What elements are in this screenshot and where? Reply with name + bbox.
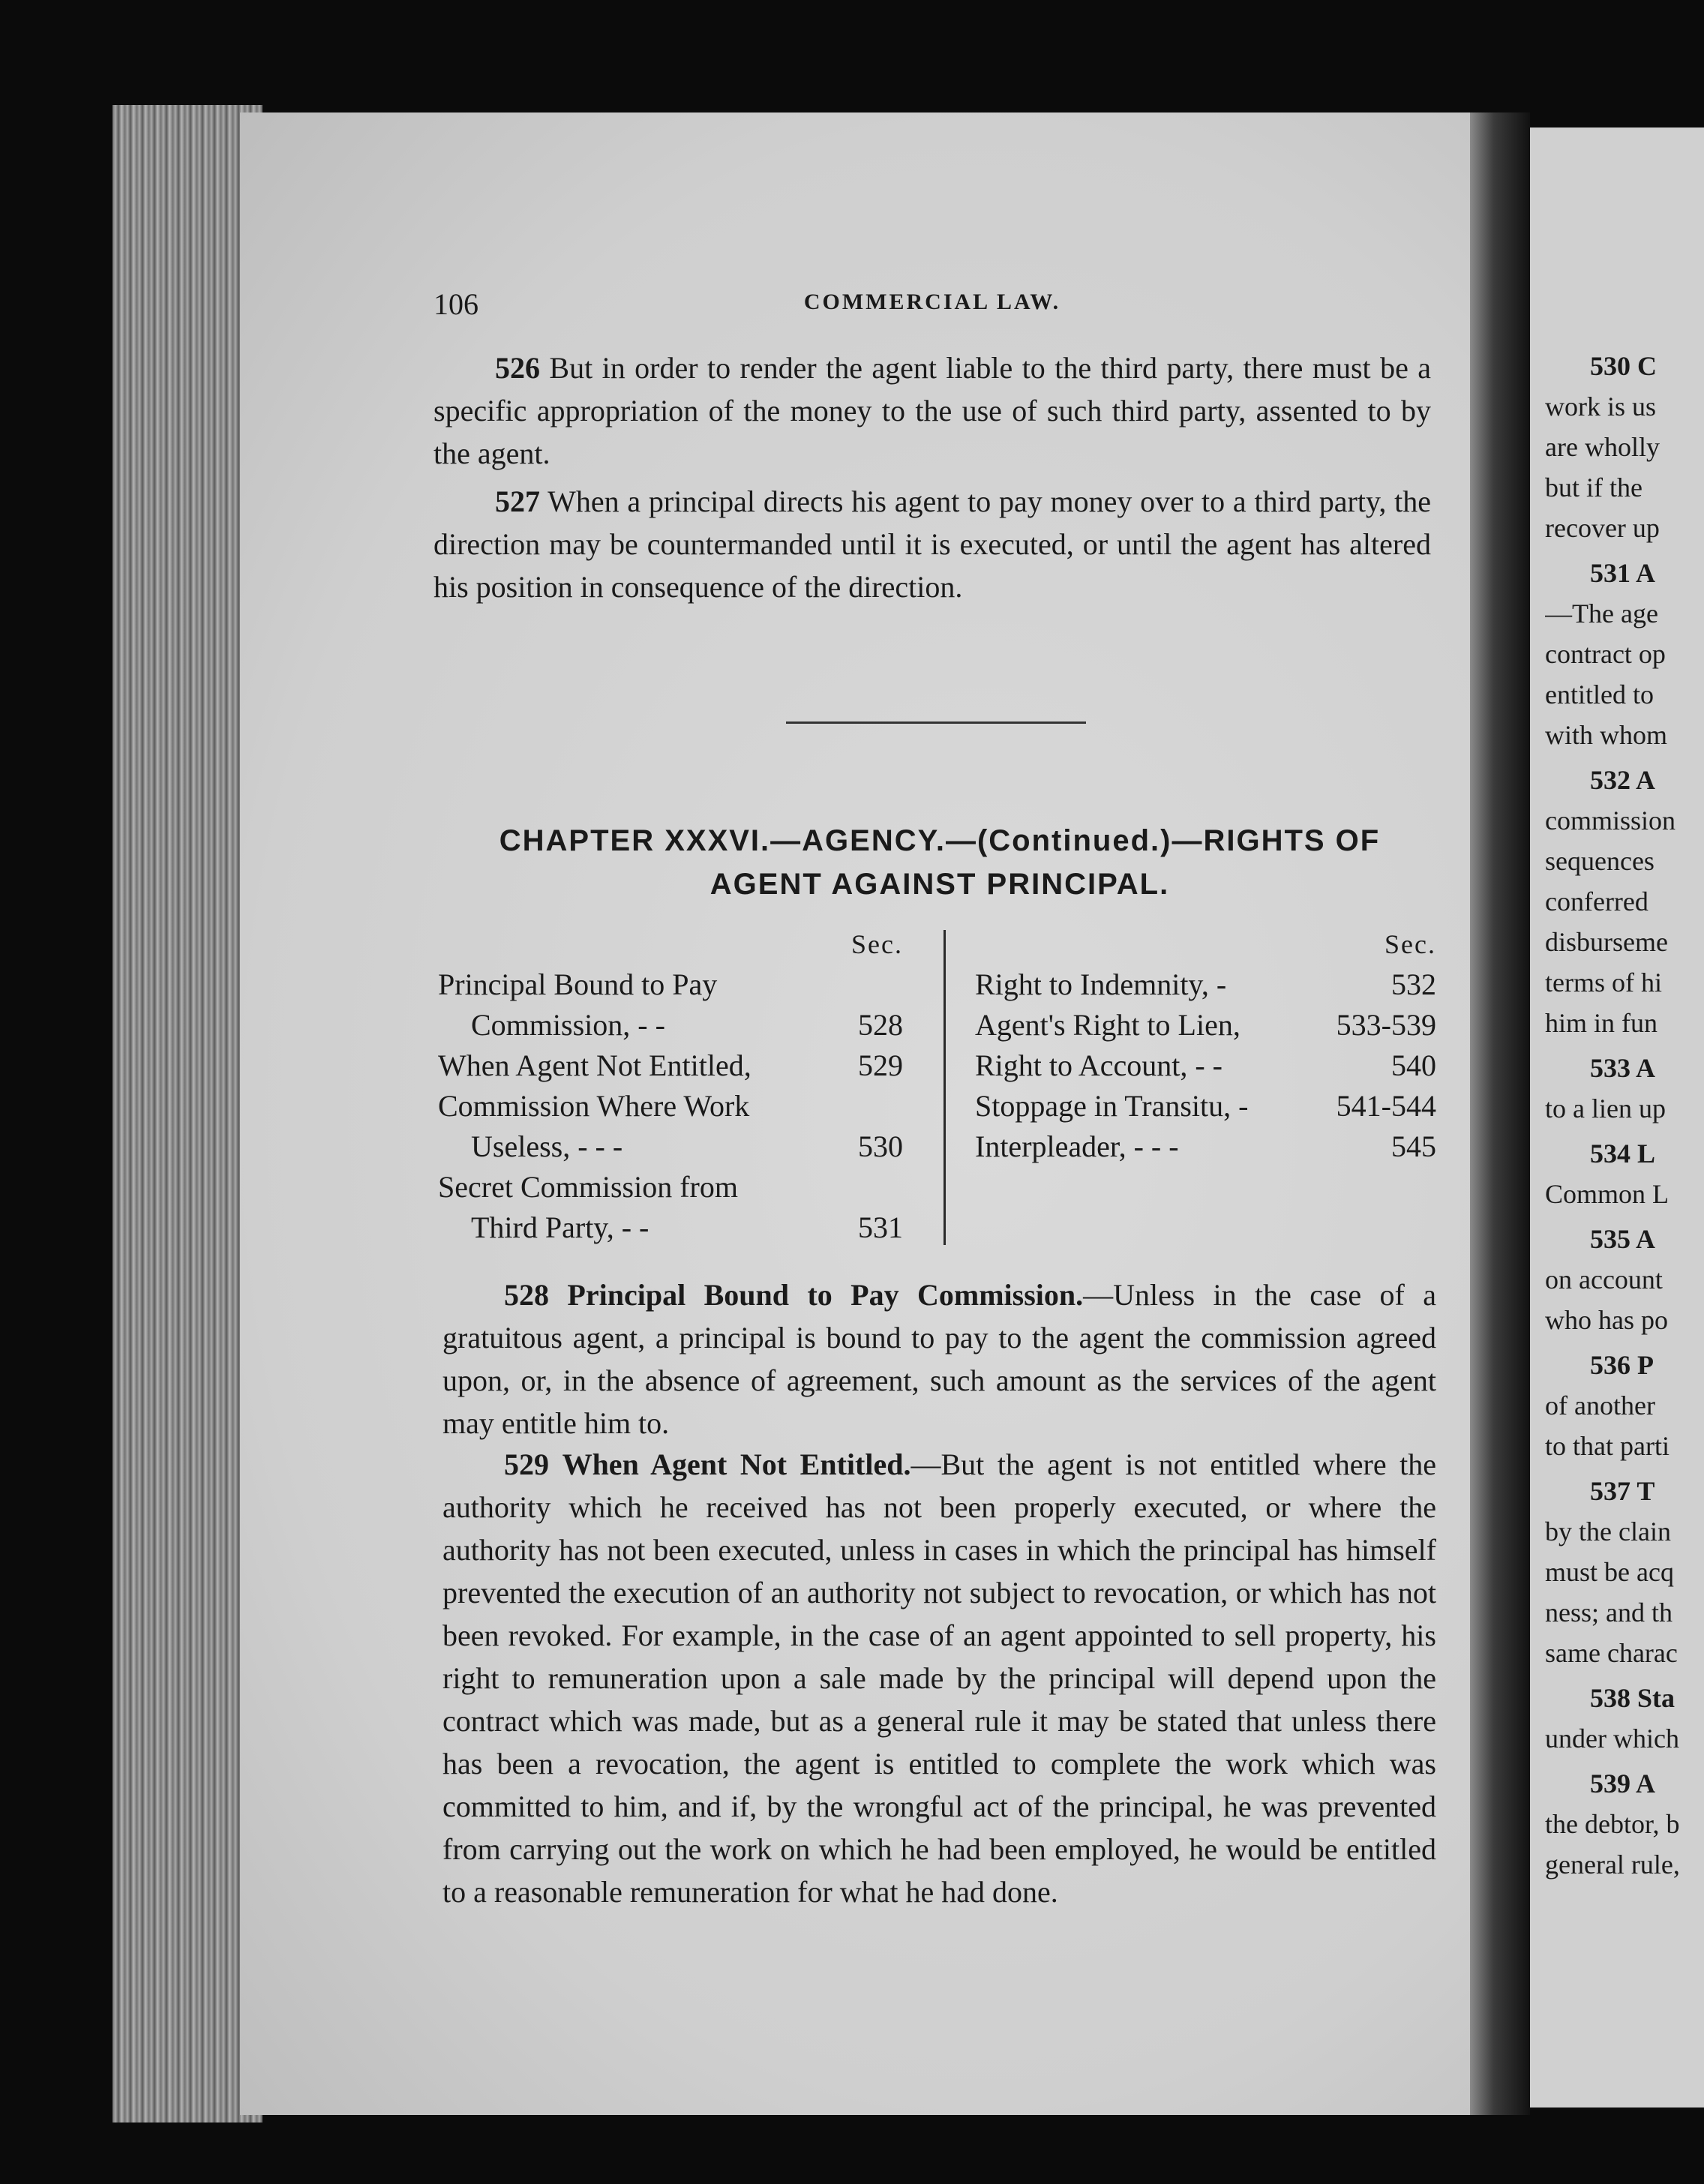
right-page-line: ness; and th	[1545, 1598, 1672, 1628]
right-page-line: 531 A	[1590, 558, 1656, 588]
right-page-line: Common L	[1545, 1179, 1670, 1209]
contents-entry-sec: 533-539	[1336, 1008, 1436, 1042]
contents-entry-label: Agent's Right to Lien,	[975, 1008, 1240, 1042]
sec-label: Sec.	[1384, 929, 1436, 959]
contents-entry	[438, 1005, 903, 1046]
contents-entry-label: When Agent Not Entitled,	[438, 1048, 752, 1082]
contents-entry-label: Interpleader, - - -	[975, 1130, 1179, 1163]
section-number: 526	[495, 351, 540, 385]
right-page-line: who has po	[1545, 1305, 1668, 1335]
right-page-line: to that parti	[1545, 1431, 1670, 1461]
section-heading: Principal Bound to Pay Commission.	[567, 1278, 1084, 1312]
right-page-line: 538 Sta	[1590, 1683, 1676, 1713]
contents-entry-sec: 541-544	[1336, 1089, 1436, 1123]
running-head	[434, 286, 1431, 332]
right-page-line: sequences	[1545, 846, 1654, 876]
paragraph-text: But in order to render the agent liable to the third party, there must be a specific appropriation of the money to the use of such third party, assented to by the agent.	[434, 351, 1431, 470]
right-page-line: 537 T	[1590, 1476, 1655, 1506]
right-page-text-fragments	[1545, 341, 1704, 1885]
right-page-line: commission	[1545, 806, 1676, 836]
contents-entry-sec: 530	[858, 1130, 903, 1163]
contents-entry	[438, 1208, 903, 1248]
right-page-line: —The age	[1545, 598, 1658, 628]
contents-entry-sec: 528	[858, 1008, 903, 1042]
paragraph-526	[434, 346, 1431, 475]
sec-label: Sec.	[851, 929, 903, 959]
running-title: COMMERCIAL LAW.	[803, 290, 1061, 314]
section-number: 529	[504, 1448, 549, 1481]
section-divider	[786, 722, 1086, 724]
section-text: —Unless in the case of a gratuitous agent, a principal is bound to pay to the agent the commission agreed upon, or, in the absence of agreement, such amount as the services of the agent may entitle him to.	[442, 1278, 1436, 1440]
right-page-line: 535 A	[1590, 1224, 1656, 1254]
contents-entry	[438, 1167, 903, 1208]
chapter-heading	[448, 819, 1431, 906]
contents-entry	[975, 1086, 1436, 1126]
contents-entry	[438, 1126, 903, 1167]
right-page-line: recover up	[1545, 513, 1660, 543]
contents-entry-label: Principal Bound to Pay	[438, 968, 718, 1001]
right-page-line: 534 L	[1590, 1138, 1656, 1168]
paragraph-527	[434, 480, 1431, 608]
right-page-line: 539 A	[1590, 1768, 1656, 1798]
right-page-line: 533 A	[1590, 1053, 1656, 1083]
contents-entry-label: Secret Commission from	[438, 1170, 738, 1204]
right-page-line: general rule,	[1545, 1850, 1680, 1880]
right-page-line: him in fun	[1545, 1008, 1658, 1038]
contents-entry-sec: 529	[858, 1048, 903, 1082]
right-page-line: to a lien up	[1545, 1094, 1666, 1124]
right-page-line: on account	[1545, 1264, 1663, 1294]
contents-entry-label: Right to Account, - -	[975, 1048, 1222, 1082]
contents-entry-label: Commission, - -	[471, 1008, 665, 1042]
right-page-line: by the clain	[1545, 1516, 1671, 1546]
contents-entry-sec: 545	[1391, 1130, 1436, 1163]
right-page-line: 532 A	[1590, 765, 1656, 795]
contents-entry	[975, 1126, 1436, 1167]
right-page-line: 530 C	[1590, 351, 1657, 381]
contents-entry-label: Third Party, - -	[471, 1210, 650, 1244]
paragraph-text: When a principal directs his agent to pay money over to a third party, the direction may be countermanded until it is executed, or until the agent has altered his position in consequence of the direction.	[434, 484, 1432, 604]
right-page-line: the debtor, b	[1545, 1809, 1680, 1839]
contents-entry	[438, 1046, 903, 1086]
right-page-line: but if the	[1545, 472, 1642, 502]
page-number: 106	[434, 287, 478, 321]
contents-left-column	[438, 924, 903, 1248]
contents-entry-label: Commission Where Work	[438, 1089, 750, 1123]
contents-entry	[975, 1046, 1436, 1086]
right-page-line: with whom	[1545, 720, 1668, 750]
contents-column-divider	[944, 930, 946, 1245]
contents-entry-sec: 540	[1391, 1048, 1436, 1082]
right-page-line: entitled to	[1545, 680, 1654, 710]
contents-right-column	[975, 924, 1436, 1167]
book-gutter	[1470, 112, 1530, 2115]
contents-entry	[438, 1086, 903, 1126]
contents-entry	[975, 1005, 1436, 1046]
right-page-line: are wholly	[1545, 432, 1660, 462]
section-number: 528	[504, 1278, 549, 1312]
right-page-line: terms of hi	[1545, 968, 1662, 998]
section-text: —But the agent is not entitled where the authority which he received has not been properly executed, or where the authority has not been executed, unless in cases in which the principal has himself prevented the execution of an authority not subject to revocation, or which has not been revoked. For example, in the case of an agent appointed to sell property, his right to remuneration upon a sale made by the principal will depend upon the contract which was made, but as a general rule it may be stated that unless there has been a revocation, the agent is entitled to complete the work which was committed to him, and if, by the wrongful act of the principal, he was prevented from carrying out the work on which he had been employed, he would be entitled to a reasonable remuneration for what he had done.	[442, 1448, 1436, 1909]
contents-entry-label: Stoppage in Transitu, -	[975, 1089, 1249, 1123]
right-page-line: 536 P	[1590, 1350, 1654, 1380]
right-page-line: contract op	[1545, 639, 1666, 669]
right-page-line: work is us	[1545, 392, 1657, 422]
section-528	[442, 1274, 1436, 1444]
chapter-heading-line-1: CHAPTER XXXVI.—AGENCY.—(Continued.)—RIGHTS OF	[499, 824, 1381, 857]
section-529	[442, 1443, 1436, 1913]
right-page-line: under which	[1545, 1724, 1679, 1754]
right-page-line: of another	[1545, 1390, 1655, 1420]
chapter-heading-line-2: AGENT AGAINST PRINCIPAL.	[710, 868, 1170, 901]
right-page-line: same charac	[1545, 1638, 1678, 1668]
contents-entry-sec: 532	[1391, 968, 1436, 1001]
contents-entry	[438, 964, 903, 1005]
right-page-line: conferred	[1545, 886, 1648, 916]
contents-entry-label: Useless, - - -	[471, 1130, 623, 1163]
contents-entry	[975, 964, 1436, 1005]
right-page-line: disburseme	[1545, 927, 1668, 957]
section-number: 527	[495, 484, 540, 518]
contents-entry-sec: 531	[858, 1210, 903, 1244]
section-heading: When Agent Not Entitled.	[562, 1448, 911, 1481]
contents-entry-label: Right to Indemnity, -	[975, 968, 1227, 1001]
right-page-line: must be acq	[1545, 1557, 1674, 1587]
